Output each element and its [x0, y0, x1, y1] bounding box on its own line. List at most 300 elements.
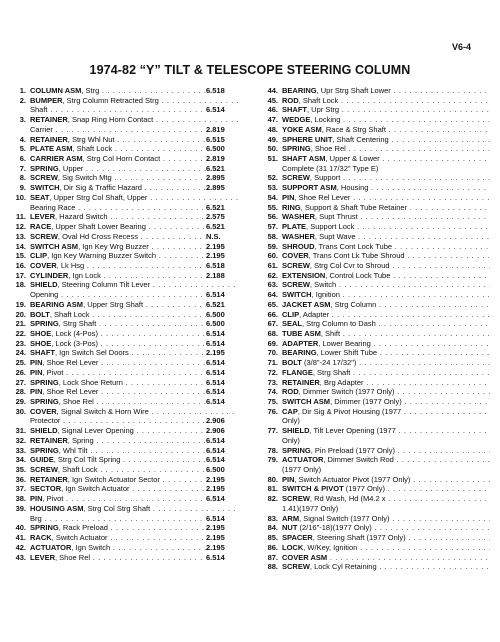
part-detail: , Ign Lock [68, 270, 101, 280]
group-number: 2.195 [206, 523, 238, 533]
part-description [30, 251, 206, 261]
part-name: SPRING [30, 445, 59, 455]
part-row [258, 504, 490, 514]
part-detail: , Strg Column [330, 299, 377, 309]
part-row [258, 115, 490, 125]
part-detail: , W/Key, Ignition [303, 542, 358, 552]
part-number: 76. [267, 406, 278, 416]
part-row [258, 416, 490, 426]
part-row [258, 533, 490, 543]
part-number: 30. [15, 406, 26, 416]
part-number: 78. [267, 445, 278, 455]
part-row [6, 455, 238, 465]
part-number: 15. [15, 251, 26, 261]
part-name: SHAFT [30, 348, 55, 358]
part-row [6, 96, 238, 106]
part-description [30, 310, 206, 320]
part-name: SPRING [30, 523, 59, 533]
group-number: 6.500 [206, 144, 238, 154]
part-number: 74. [267, 387, 278, 397]
part-description [282, 203, 490, 213]
part-description [282, 455, 490, 465]
part-row [258, 319, 490, 329]
part-detail: , Shaft Lock [49, 309, 90, 319]
part-name: WASHER [282, 231, 315, 241]
part-number: 34. [15, 455, 26, 465]
part-row [258, 261, 490, 271]
part-row [258, 203, 490, 213]
part-detail: , Strg Col Strg Shaft [83, 503, 151, 513]
group-number: 6.514 [206, 358, 238, 368]
part-description [30, 222, 206, 232]
part-name: PLATE [282, 222, 307, 232]
part-detail: , Tilt Lever Opening (1977 [309, 426, 396, 436]
part-number: 83. [267, 513, 278, 523]
part-name: HOUSING ASM [30, 503, 84, 513]
part-detail: , Housing [336, 183, 369, 193]
group-number: 2.819 [206, 154, 238, 164]
part-row [258, 300, 490, 310]
part-detail: , Spring [67, 435, 94, 445]
part-detail: , Shoe Rel [310, 144, 346, 154]
part-description [282, 164, 490, 174]
part-detail: Bearing Race [30, 202, 76, 212]
group-number: 6.514 [206, 494, 238, 504]
part-number: 22. [15, 328, 26, 338]
part-detail: , Switch [309, 280, 337, 290]
part-number: 4. [19, 134, 26, 144]
part-number: 33. [15, 445, 26, 455]
part-name: SHAFT [282, 105, 307, 115]
part-row [6, 232, 238, 242]
part-detail: , Trans Cont Lock Tube [314, 241, 393, 251]
part-detail: , Upper [58, 163, 84, 173]
part-number: 72. [267, 367, 278, 377]
part-name: SPRING [30, 377, 59, 387]
part-detail: , Shaft Lock [57, 465, 98, 475]
part-row [6, 164, 238, 174]
part-row [6, 378, 238, 388]
part-name: SHOE [30, 328, 52, 338]
part-number: 77. [267, 426, 278, 436]
part-number: 47. [267, 115, 278, 125]
part-row [258, 280, 490, 290]
group-number: 2.195 [206, 484, 238, 494]
part-number: 39. [15, 503, 26, 513]
group-number: 6.514 [206, 329, 238, 339]
part-description [282, 348, 490, 358]
part-description [30, 543, 206, 553]
part-row [6, 416, 238, 426]
part-name: SWITCH & PIVOT [282, 484, 344, 494]
part-number: 48. [267, 124, 278, 134]
part-detail: , Supt Thrust [314, 212, 358, 222]
part-name: SCREW [30, 231, 58, 241]
part-number: 21. [15, 319, 26, 329]
part-number: 20. [15, 309, 26, 319]
part-number: 79. [267, 455, 278, 465]
part-number: 71. [267, 358, 278, 368]
part-number: 65. [267, 299, 278, 309]
part-detail: , Race & Strg Shaft [321, 124, 386, 134]
group-number: 6.514 [206, 290, 238, 300]
part-row [6, 261, 238, 271]
part-number: 60. [267, 251, 278, 261]
part-name: SCREW [282, 494, 310, 504]
part-detail: , Support [309, 173, 341, 183]
part-number: 58. [267, 231, 278, 241]
part-detail: , Pivot [42, 367, 64, 377]
part-row [258, 426, 490, 436]
part-description [30, 514, 206, 524]
part-number: 85. [267, 533, 278, 543]
part-detail: (2/16"-18)(1977 Only) [297, 523, 372, 533]
group-number: 6.514 [206, 455, 238, 465]
part-detail: , Sig Switch Mtg [57, 173, 112, 183]
part-number: 57. [267, 222, 278, 232]
part-number: 53. [267, 183, 278, 193]
part-name: PIN [282, 192, 295, 202]
part-row [258, 135, 490, 145]
part-name: RING [282, 202, 301, 212]
page-id: V6-4 [452, 42, 472, 52]
part-row [258, 144, 490, 154]
part-detail: , Ign Switch [71, 542, 111, 552]
part-detail: , Lower Shift Tube [316, 348, 378, 358]
part-detail: , Pivot [42, 494, 64, 504]
part-description [282, 533, 490, 543]
part-description [30, 154, 206, 164]
part-name: WEDGE [282, 115, 311, 125]
part-row [258, 358, 490, 368]
part-description [282, 310, 490, 320]
part-row [6, 475, 238, 485]
part-row [258, 523, 490, 533]
part-description [30, 183, 206, 193]
part-row [258, 368, 490, 378]
part-name: CARRIER ASM [30, 154, 83, 164]
part-description [282, 193, 490, 203]
part-description [30, 203, 206, 213]
part-row [258, 251, 490, 261]
group-number: 6.521 [206, 300, 238, 310]
part-name: LEVER [30, 212, 56, 222]
group-number: 6.500 [206, 465, 238, 475]
part-row [6, 154, 238, 164]
part-description [30, 96, 238, 106]
part-row [6, 203, 238, 213]
part-row [6, 86, 238, 96]
part-name: SHOE [30, 338, 52, 348]
part-name: BOLT [282, 358, 302, 368]
part-detail: , Pin Preload (1977 Only) [310, 445, 395, 455]
part-name: CLIP [282, 309, 300, 319]
part-row [6, 125, 238, 135]
part-number: 38. [15, 494, 26, 504]
part-row [258, 212, 490, 222]
part-description [30, 193, 238, 203]
group-number: 6.514 [206, 105, 238, 115]
part-name: SPRING [282, 144, 311, 154]
part-number: 73. [267, 377, 278, 387]
part-detail: , Upper Shaft Lower Bearing [51, 222, 146, 232]
part-detail: , Shoe Rel Lever [294, 192, 351, 202]
part-name: SPACER [282, 533, 313, 543]
part-row [6, 397, 238, 407]
part-description [30, 436, 206, 446]
part-number: 88. [267, 562, 278, 572]
part-number: 69. [267, 338, 278, 348]
part-name: COVER ASM [282, 552, 328, 562]
part-name: YOKE ASM [282, 124, 322, 134]
part-description [30, 300, 206, 310]
part-name: GUIDE [30, 455, 54, 465]
part-number: 75. [267, 397, 278, 406]
part-row [6, 144, 238, 154]
group-number: 6.514 [206, 339, 238, 349]
part-detail: , Switch Actuator Pivot (1977 Only) [294, 474, 411, 484]
part-number: 23. [15, 338, 26, 348]
part-detail: , Strg Col Cvr to Shroud [309, 260, 390, 270]
part-description [282, 514, 490, 524]
part-detail: , Ign Switch Actuator Sector [67, 474, 160, 484]
part-detail: , Shoe Rel Lever [42, 387, 99, 397]
part-row [6, 193, 238, 203]
part-name: SPRING [30, 319, 59, 329]
part-detail: , Trans Cont Lk Tube Shroud [308, 251, 405, 261]
group-number: 6.514 [206, 368, 238, 378]
part-detail: Shaft [30, 105, 48, 115]
part-number: 3. [19, 115, 26, 125]
part-detail: , Shoe Rel Lever [42, 358, 99, 368]
group-number: 2.895 [206, 183, 238, 193]
part-row [6, 465, 238, 475]
part-description [30, 144, 206, 154]
part-name: RETAINER [30, 134, 68, 144]
part-name: BUMPER [30, 95, 63, 105]
part-name: ROD [282, 387, 299, 397]
part-number: 56. [267, 212, 278, 222]
part-name: PIN [30, 494, 43, 504]
part-description [282, 416, 490, 426]
group-number: 6.514 [206, 387, 238, 397]
part-description [30, 242, 206, 252]
part-name: PIN [30, 387, 43, 397]
group-number: 6.521 [206, 164, 238, 174]
group-number: 2.906 [206, 426, 238, 436]
part-detail: , Support Lock [306, 222, 355, 232]
part-description [282, 222, 490, 232]
part-description [282, 387, 490, 397]
part-number: 5. [19, 144, 26, 154]
part-description [282, 212, 490, 222]
part-number: 46. [267, 105, 278, 115]
part-detail: Complete (31 17/32" Type E) [282, 163, 379, 173]
part-name: SHIELD [30, 280, 58, 290]
part-detail: , Strg Whl Nut [67, 134, 115, 144]
part-number: 70. [267, 348, 278, 358]
part-description [282, 562, 490, 572]
part-detail: , Upper Strg Shaft [83, 299, 144, 309]
part-row [6, 339, 238, 349]
part-number: 2. [19, 95, 26, 105]
part-detail: , Adapter [299, 309, 330, 319]
part-name: SEAL [282, 319, 303, 329]
part-detail: , Lock (3-Pos) [51, 338, 98, 348]
part-row [6, 368, 238, 378]
part-row [258, 484, 490, 494]
part-number: 55. [267, 202, 278, 212]
part-description [30, 319, 206, 329]
part-row [258, 407, 490, 417]
group-number: 2.575 [206, 212, 238, 222]
group-number: 2.819 [206, 125, 238, 135]
part-description [282, 475, 490, 485]
part-number: 49. [267, 134, 278, 144]
part-name: JACKET ASM [282, 299, 331, 309]
group-number: 6.514 [206, 514, 238, 524]
group-number: 6.514 [206, 378, 238, 388]
part-name: SCREW [282, 280, 310, 290]
part-number: 68. [267, 328, 278, 338]
part-name: SPHERE UNIT [282, 134, 333, 144]
part-description [30, 164, 206, 174]
part-name: PLATE ASM [30, 144, 73, 154]
part-detail: , Brg Adapter [319, 377, 364, 387]
part-name: ROD [282, 95, 299, 105]
group-number: 6.521 [206, 222, 238, 232]
part-detail: , Dimmer Switch Rod [323, 455, 394, 465]
part-number: 32. [15, 435, 26, 445]
part-name: SPRING [30, 397, 59, 406]
part-number: 54. [267, 192, 278, 202]
part-row [6, 173, 238, 183]
part-description [282, 426, 490, 436]
group-number: 2.195 [206, 533, 238, 543]
part-number: 8. [19, 173, 26, 183]
part-description [30, 271, 206, 281]
part-row [258, 397, 490, 407]
part-name: ACTUATOR [30, 542, 72, 552]
part-row [258, 232, 490, 242]
part-detail: , Shaft Centering [332, 134, 389, 144]
part-number: 27. [15, 377, 26, 387]
part-row [258, 310, 490, 320]
part-number: 40. [15, 523, 26, 533]
part-name: SWITCH ASM [30, 241, 79, 251]
part-detail: , Locking [310, 115, 341, 125]
part-description [30, 232, 206, 242]
part-number: 50. [267, 144, 278, 154]
part-name: CAP [282, 406, 298, 416]
parts-list-left [6, 86, 238, 562]
part-name: RETAINER [282, 377, 320, 387]
part-description [30, 261, 206, 271]
part-description [282, 96, 490, 106]
group-number: 6.500 [206, 310, 238, 320]
part-detail: , Lock Shoe Return [58, 377, 123, 387]
part-number: 16. [15, 260, 26, 270]
part-name: SHIELD [282, 426, 310, 436]
part-number: 62. [267, 270, 278, 280]
part-description [30, 135, 206, 145]
part-number: 51. [267, 154, 278, 164]
part-name: LEVER [30, 552, 56, 562]
part-number: 9. [19, 183, 26, 193]
part-row [6, 115, 238, 125]
part-detail: , Snap Ring Horn Contact [67, 115, 154, 125]
part-row [258, 222, 490, 232]
part-detail: , Strg Shaft [58, 319, 97, 329]
part-description [30, 504, 238, 514]
part-description [282, 271, 490, 281]
part-name: CLIP [30, 251, 48, 261]
group-number: 6.514 [206, 446, 238, 456]
part-detail: , Rack Preload [58, 523, 108, 533]
group-number: 6.518 [206, 86, 238, 96]
part-name: RACK [30, 533, 52, 543]
part-detail: (3/8"-24 17/32") [301, 358, 357, 368]
part-detail: Carrier [30, 124, 53, 134]
part-number: 19. [15, 299, 26, 309]
part-row [6, 329, 238, 339]
part-row [258, 271, 490, 281]
part-name: PIN [30, 358, 43, 368]
part-description [282, 280, 490, 290]
part-description [282, 378, 490, 388]
part-name: COVER [282, 251, 309, 261]
part-name: CYLINDER [30, 270, 69, 280]
part-detail: , Strg Column Retracted Strg [62, 95, 159, 105]
part-description [282, 368, 490, 378]
part-row [6, 407, 238, 417]
part-description [30, 465, 206, 475]
part-row [6, 494, 238, 504]
part-detail: , Shoe Rel [58, 397, 94, 406]
part-number: 12. [15, 222, 26, 232]
part-name: SWITCH [30, 183, 60, 193]
part-row [6, 504, 238, 514]
part-number: 11. [15, 212, 26, 222]
part-number: 10. [15, 192, 26, 202]
part-detail: , Signal Lever Opening [57, 426, 134, 436]
part-description [30, 378, 206, 388]
part-description [282, 446, 490, 456]
part-description [30, 212, 206, 222]
part-row [258, 125, 490, 135]
part-row [258, 86, 490, 96]
part-row [258, 105, 490, 115]
part-number: 82. [267, 494, 278, 504]
part-description [282, 484, 490, 494]
part-name: ARM [282, 513, 300, 523]
part-description [282, 300, 490, 310]
part-description [30, 426, 206, 436]
part-row [258, 242, 490, 252]
part-row [6, 319, 238, 329]
part-detail: , Signal Switch (1977 Only) [299, 513, 390, 523]
part-name: RETAINER [30, 435, 68, 445]
part-description [30, 173, 206, 183]
part-detail: , Ign Key Wrg Buzzer [78, 241, 149, 251]
part-description [30, 368, 206, 378]
part-description [282, 144, 490, 154]
part-detail: , Dir Sig & Pivot Housing (1977 [297, 406, 402, 416]
part-name: LOCK [282, 542, 304, 552]
part-name: SCREW [30, 465, 58, 475]
part-row [258, 436, 490, 446]
part-row [6, 212, 238, 222]
